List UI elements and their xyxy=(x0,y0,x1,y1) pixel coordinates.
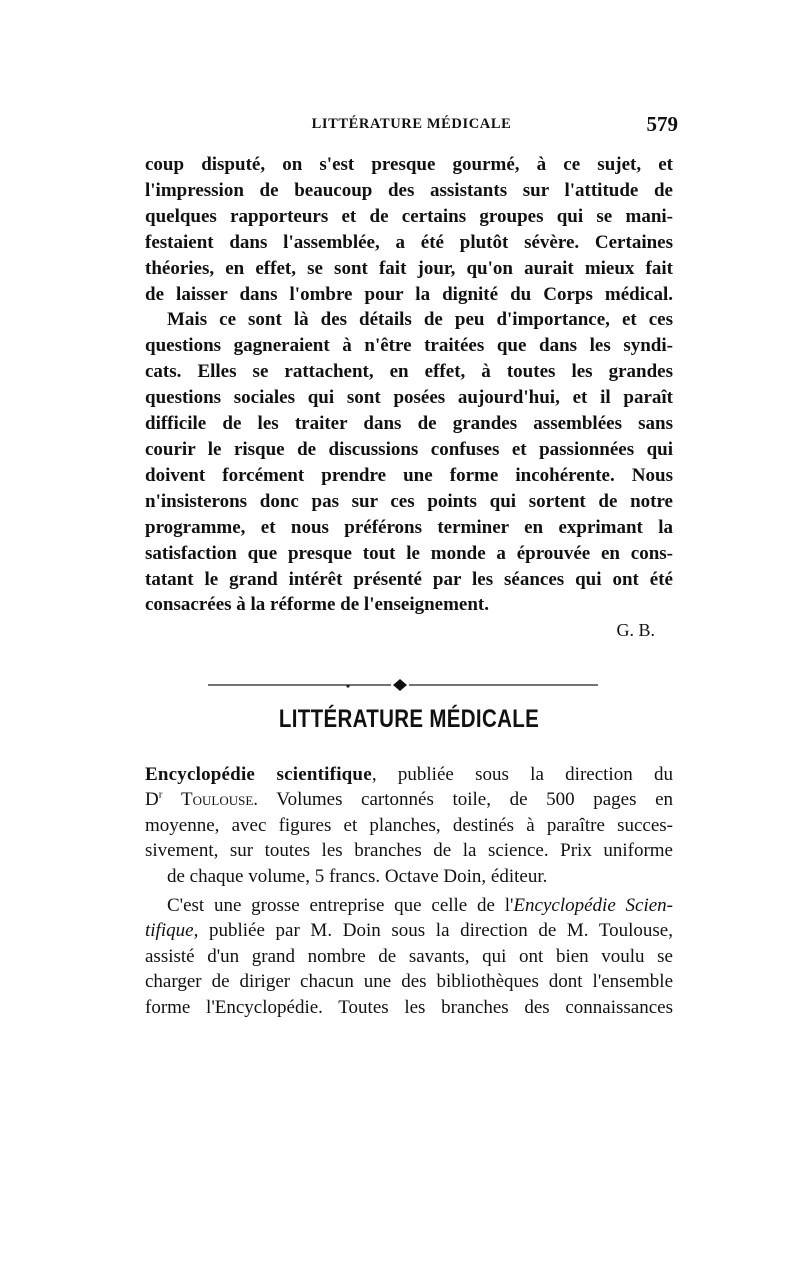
entry-dr: D xyxy=(145,789,159,811)
entry-line-2 xyxy=(145,787,674,812)
review-paragraph xyxy=(145,893,673,1020)
review-line: forme l'Encyclopédie. Toutes les branches des connaissances xyxy=(145,996,673,1018)
entry-line-2-rest: . Volumes cartonnés toile, de 500 pages en xyxy=(253,789,674,811)
text-line: questions gagneraient à n'être traitées que dans les syndi- xyxy=(145,335,673,357)
review-line-2 xyxy=(145,918,673,943)
text-line: consacrées à la réforme de l'enseignement. xyxy=(145,594,490,616)
text-line: cats. Elles se rattachent, en effet, à toutes les grandes xyxy=(145,361,673,383)
review-line: charger de diriger chacun une des bibliothèques dont l'ensemble xyxy=(145,971,673,993)
text-line: coup disputé, on s'est presque gourmé, à ce sujet, et xyxy=(145,154,673,175)
text-line: courir le risque de discussions confuses et passionnées qui xyxy=(145,438,673,460)
text-line: questions sociales qui sont posées aujourd'hui, et il paraît xyxy=(145,387,673,409)
section-title: LITTÉRATURE MÉDICALE xyxy=(278,705,540,733)
ornament-divider xyxy=(208,678,598,692)
text-line: doivent forcément prendre une forme incohérente. Nous xyxy=(145,464,673,486)
body-text xyxy=(145,152,673,642)
entry-line-1 xyxy=(145,762,673,787)
entry-line: moyenne, avec figures et planches, destinés à paraître succes- xyxy=(145,814,673,836)
page-number: 579 xyxy=(646,112,678,136)
review-line: assisté d'un grand nombre de savants, qui ont bien voulu se xyxy=(145,945,673,967)
review-line-1 xyxy=(145,893,673,918)
text-line: Mais ce sont là des détails de peu d'importance, et ces xyxy=(167,309,673,331)
text-line: quelques rapporteurs et de certains groupes qui se mani- xyxy=(145,205,673,227)
ornament-diamond xyxy=(393,679,407,691)
paragraph-1 xyxy=(145,152,673,307)
entry-title: Encyclopédie scientifique xyxy=(145,764,372,785)
review-entry xyxy=(145,762,673,864)
text-line: l'impression de beaucoup des assistants sur l'attitude de xyxy=(145,179,673,201)
review-line-1-a: C'est une grosse entreprise que celle de l' xyxy=(167,895,514,917)
ornament-dot xyxy=(346,684,349,687)
text-line: festaient dans l'assemblée, a été plutôt sévère. Certaines xyxy=(145,231,673,253)
running-head xyxy=(145,112,678,138)
text-line: satisfaction que presque tout le monde a éprouvée en cons- xyxy=(145,542,673,564)
review-entry-end xyxy=(145,864,673,889)
entry-name: Toulouse xyxy=(181,789,254,811)
entry-line: de chaque volume, 5 francs. Octave Doin, éditeur. xyxy=(167,865,548,887)
review-line-1-italic: Encyclopédie Scien- xyxy=(513,895,673,917)
text-line: théories, en effet, se sont fait jour, qu'on aurait mieux fait xyxy=(145,257,673,279)
text-line: programme, et nous préférons terminer en exprimant la xyxy=(145,516,673,538)
text-line: difficile de les traiter dans de grandes assemblées sans xyxy=(145,413,673,435)
review-section xyxy=(145,762,673,1020)
text-line: tatant le grand intérêt présenté par les séances qui ont été xyxy=(145,568,673,590)
review-line-2-rest: , publiée par M. Doin sous la direction de M. Toulouse, xyxy=(193,920,673,942)
paragraph-2 xyxy=(145,307,673,592)
entry-line: sivement, sur toutes les branches de la science. Prix uniforme xyxy=(145,840,673,862)
text-line: n'insisterons donc pas sur ces points qui sortent de notre xyxy=(145,490,673,512)
review-line-2-italic: tifique xyxy=(145,920,194,942)
text-line: de laisser dans l'ombre pour la dignité du Corps médical. xyxy=(145,283,673,305)
entry-dr-sup: r xyxy=(158,789,163,802)
running-title: LITTÉRATURE MÉDICALE xyxy=(311,116,512,132)
signature: G. B. xyxy=(616,620,655,641)
entry-line-1-rest: , publiée sous la direction du xyxy=(371,764,673,785)
paragraph-2-end xyxy=(145,592,673,618)
